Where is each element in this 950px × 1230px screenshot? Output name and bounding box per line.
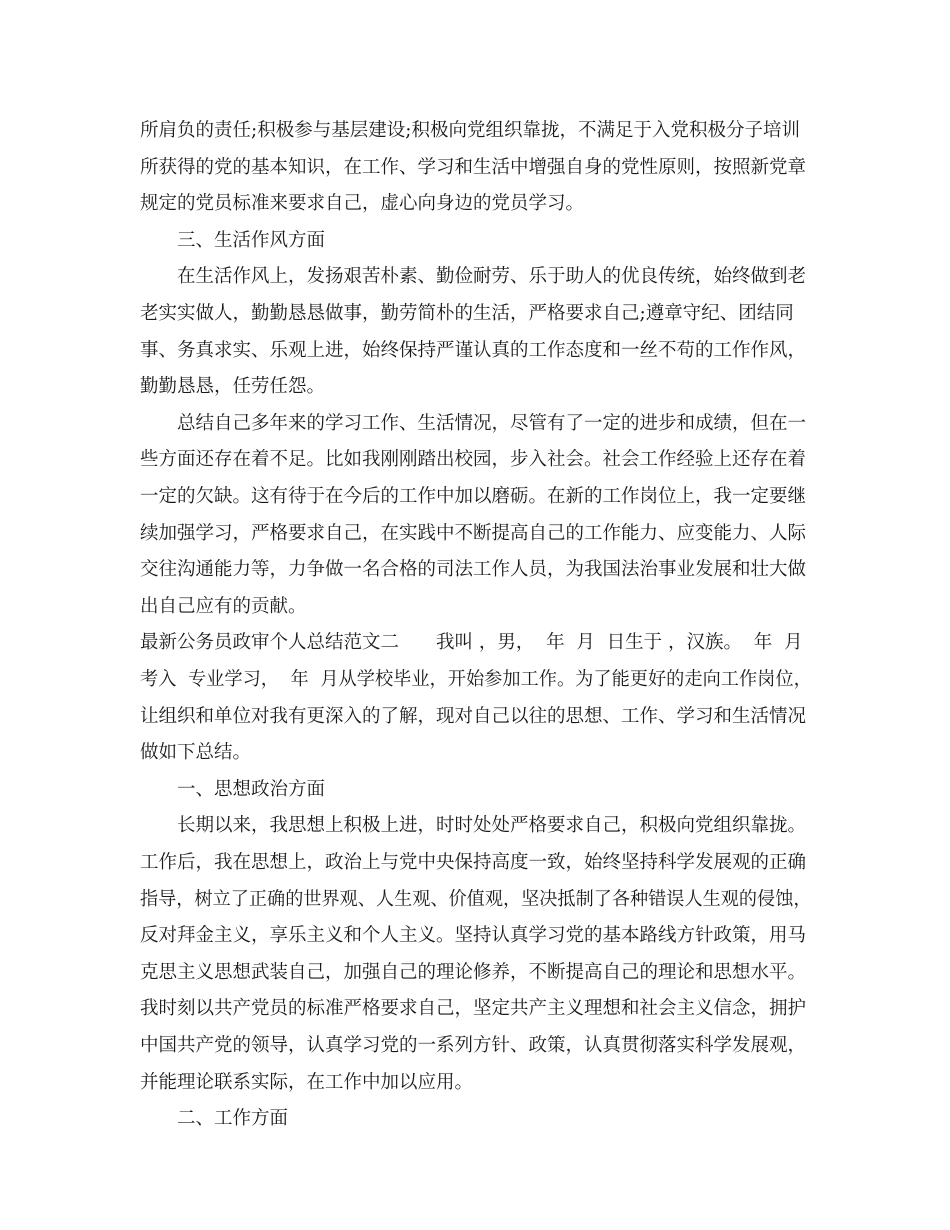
text-line: 规定的党员标准来要求自己，虚心向身边的党员学习。 [140, 193, 585, 215]
text-line: 所获得的党的基本知识，在工作、学习和生活中增强自身的党性原则，按照新党章 [140, 156, 807, 178]
text-line: 反对拜金主义，享乐主义和个人主义。坚持认真学习党的基本路线方针政策，用马 [140, 925, 807, 947]
text-line: 总结自己多年来的学习工作、生活情况，尽管有了一定的进步和成绩，但在一 [177, 412, 807, 434]
text-line: 三、生活作风方面 [177, 229, 326, 251]
text-line: 一定的欠缺。这有待于在今后的工作中加以磨砺。在新的工作岗位上，我一定要继 [140, 486, 807, 507]
text-line: 出自己应有的贡献。 [140, 595, 307, 617]
text-line: 我时刻以共产党员的标准严格要求自己，坚定共产主义理想和社会主义信念，拥护 [140, 998, 807, 1020]
text-line: 最新公务员政审个人总结范文二 我叫 ，男， 年 月 日生于 ，汉族。 年 月 [140, 632, 803, 654]
text-line: 勤勤恳恳，任劳任怨。 [140, 376, 326, 398]
text-line: 一、思想政治方面 [177, 778, 326, 800]
text-line: 并能理论联系实际，在工作中加以应用。 [140, 1071, 474, 1093]
text-line: 些方面还存在着不足。比如我刚刚踏出校园，步入社会。社会工作经验上还存在着 [140, 449, 807, 471]
text-line: 在生活作风上，发扬艰苦朴素、勤俭耐劳、乐于助人的优良传统，始终做到老 [177, 266, 807, 288]
text-line: 事、务真求实、乐观上进，始终保持严谨认真的工作态度和一丝不苟的工作作风， [140, 339, 807, 361]
text-line: 交往沟通能力等，力争做一名合格的司法工作人员，为我国法治事业发展和壮大做 [140, 559, 807, 581]
text-line: 考入 专业学习， 年 月从学校毕业，开始参加工作。为了能更好的走向工作岗位， [140, 669, 812, 690]
text-line: 让组织和单位对我有更深入的了解，现对自己以往的思想、工作、学习和生活情况 [140, 705, 807, 727]
text-line: 续加强学习，严格要求自己，在实践中不断提高自己的工作能力、应变能力、人际 [140, 522, 807, 544]
text-line: 克思主义思想武装自己，加强自己的理论修养，不断提高自己的理论和思想水平。 [140, 961, 807, 983]
text-line: 工作后，我在思想上，政治上与党中央保持高度一致，始终坚持科学发展观的正确 [140, 852, 807, 873]
text-line: 做如下总结。 [140, 742, 252, 764]
text-line: 中国共产党的领导，认真学习党的一系列方针、政策，认真贯彻落实科学发展观， [140, 1035, 807, 1056]
text-line: 二、工作方面 [177, 1108, 289, 1130]
text-line: 指导，树立了正确的世界观、人生观、价值观，坚决抵制了各种错误人生观的侵蚀， [140, 888, 812, 910]
text-line: 老实实做人，勤勤恳恳做事，勤劳简朴的生活，严格要求自己;遵章守纪、团结同 [140, 303, 794, 324]
text-line: 长期以来，我思想上积极上进，时时处处严格要求自己，积极向党组织靠拢。 [177, 815, 807, 837]
text-line: 所肩负的责任;积极参与基层建设;积极向党组织靠拢，不满足于入党积极分子培训 [140, 120, 800, 141]
